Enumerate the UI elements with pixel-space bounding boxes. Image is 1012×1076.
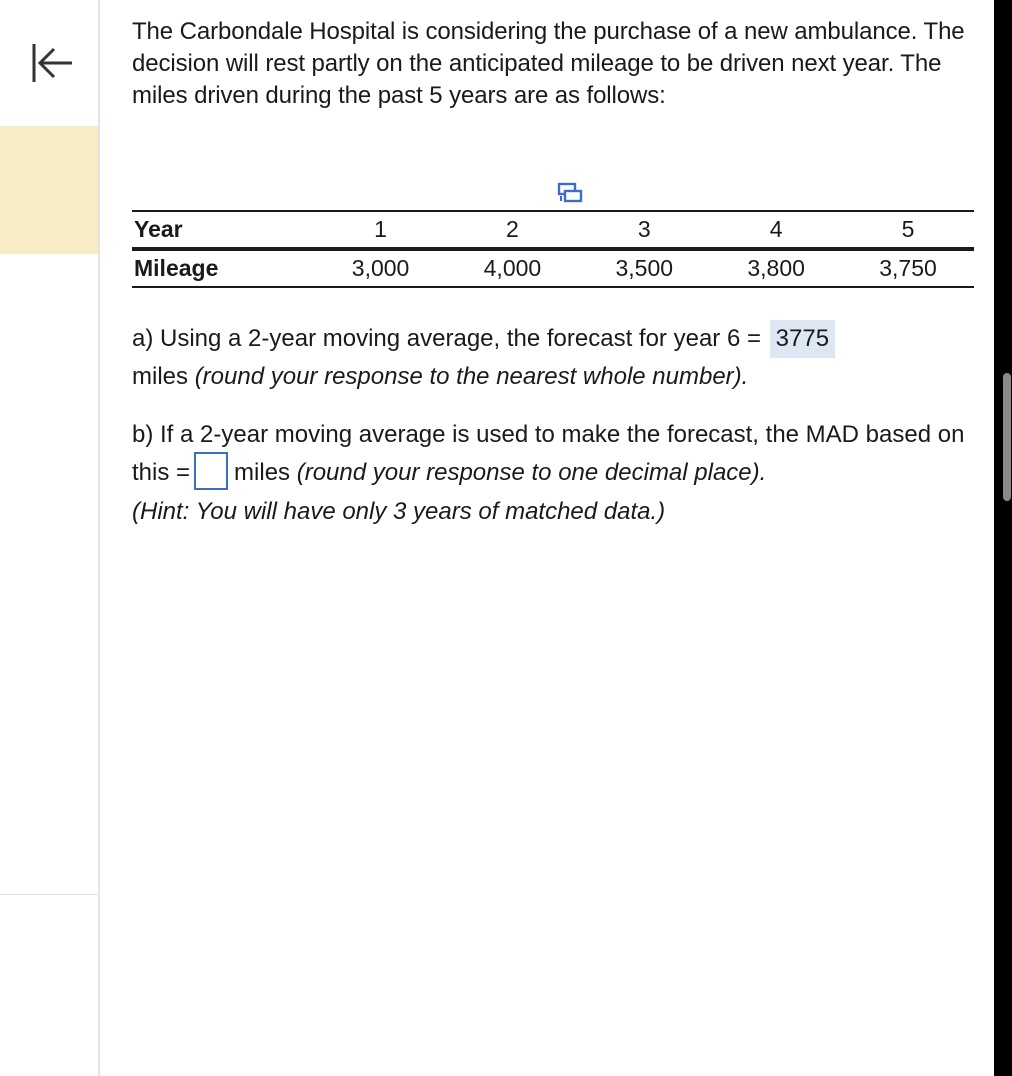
mileage-label: Mileage — [132, 249, 315, 287]
year-cell: 1 — [315, 211, 447, 249]
left-rail — [0, 0, 100, 1076]
mileage-cell: 3,000 — [315, 249, 447, 287]
mileage-cell: 3,500 — [578, 249, 710, 287]
part-b — [132, 416, 977, 531]
current-question-highlight — [0, 126, 98, 254]
part-a-unit: miles — [132, 363, 189, 390]
year-cell: 3 — [578, 211, 710, 249]
scrollbar-thumb[interactable] — [1003, 373, 1011, 501]
year-label: Year — [132, 211, 315, 249]
year-cell: 5 — [842, 211, 974, 249]
mileage-row — [132, 249, 974, 287]
part-a — [132, 320, 977, 396]
part-b-hint: (Hint: You will have only 3 years of matched data.) — [132, 497, 666, 525]
mileage-cell: 3,750 — [842, 249, 974, 287]
part-a-note: (round your response to the nearest whole number). — [194, 363, 749, 390]
mileage-table — [132, 210, 974, 288]
year-cell: 2 — [447, 211, 579, 249]
year-cell: 4 — [710, 211, 842, 249]
copy-icon — [557, 181, 583, 205]
question-intro: The Carbondale Hospital is considering the purchase of a new ambulance. The decision will rest partly on the anticipated mileage to be driven next year. The miles driven during the past 5 years are as follows: — [132, 18, 965, 109]
year-row — [132, 211, 974, 249]
scrollbar-track[interactable] — [994, 0, 1012, 1076]
question-content — [132, 16, 977, 112]
mad-input[interactable] — [194, 452, 228, 490]
part-a-text: a) Using a 2-year moving average, the forecast for year 6 = — [132, 325, 761, 352]
mileage-cell: 4,000 — [447, 249, 579, 287]
part-b-unit: miles — [234, 459, 291, 486]
part-b-note: (round your response to one decimal place). — [296, 459, 767, 486]
collapse-left-arrow-icon — [28, 40, 76, 86]
rail-divider — [0, 894, 98, 895]
copy-table-button[interactable] — [557, 181, 583, 205]
forecast-answer[interactable]: 3775 — [770, 320, 835, 358]
mileage-cell: 3,800 — [710, 249, 842, 287]
collapse-panel-button[interactable] — [22, 38, 82, 88]
part-b-text: b) If a 2-year moving average is used to make the forecast, the MAD based on this = — [132, 421, 965, 486]
